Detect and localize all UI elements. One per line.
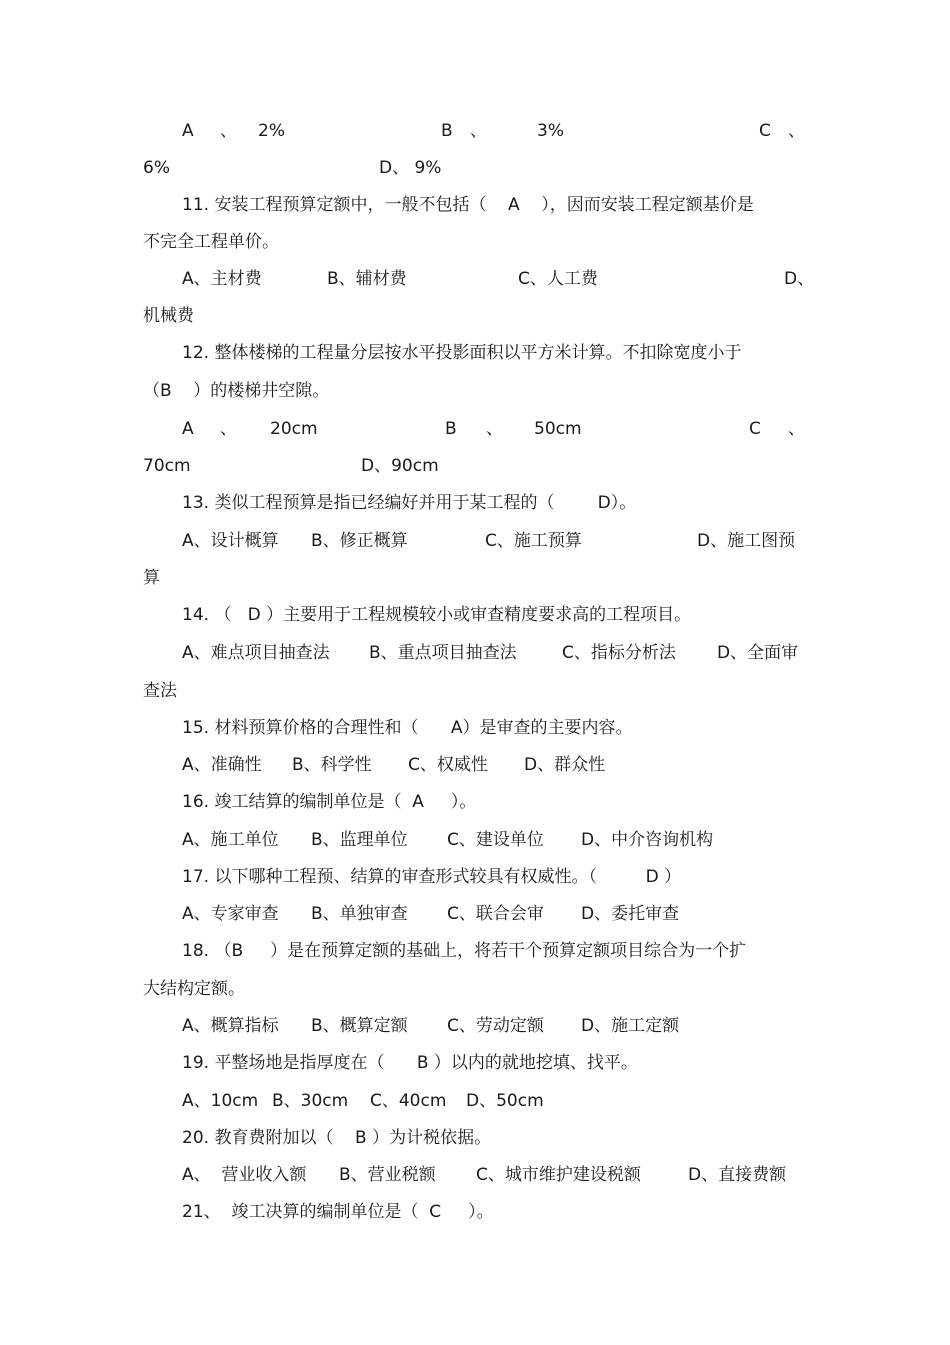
option-c: C、城市维护建设税额 (476, 1165, 641, 1185)
option-c-sep: 、 (788, 121, 805, 141)
option-a: A、准确性 (182, 755, 262, 775)
option-c: C、联合会审 (447, 904, 544, 924)
option-b: B、30cm (272, 1091, 349, 1111)
option-b-letter: B (441, 121, 453, 141)
option-b: B、单独审查 (311, 904, 408, 924)
option-c: C、40cm (370, 1091, 447, 1111)
option-c: C、施工预算 (485, 531, 582, 551)
option-a: A、专家审查 (182, 904, 279, 924)
question-11-stem: 11. 安装工程预算定额中，一般不包括（ A ），因而安装工程定额基价是 (182, 195, 754, 215)
option-a: A、概算指标 (182, 1016, 279, 1036)
option-a: A、 营业收入额 (182, 1165, 307, 1185)
question-14-stem: 14. （ D ）主要用于工程规模较小或审查精度要求高的工程项目。 (182, 605, 692, 625)
question-16-stem: 16. 竣工结算的编制单位是（ A ）。 (182, 792, 477, 812)
option-c: C、建设单位 (447, 830, 544, 850)
option-d: D、50cm (466, 1091, 544, 1111)
option-c: C、人工费 (518, 269, 598, 289)
option-c: C、权威性 (408, 755, 488, 775)
option-b-value: 50cm (534, 419, 582, 439)
option-c-letter: C (749, 419, 761, 439)
option-b: B、概算定额 (311, 1016, 408, 1036)
option-d: D、 (784, 269, 815, 289)
question-12-stem-cont: （B ）的楼梯井空隙。 (143, 381, 330, 401)
option-d: D、群众性 (524, 755, 606, 775)
option-c-value: 70cm (143, 456, 191, 476)
option-a-sep: 、 (220, 121, 237, 141)
option-b-letter: B (445, 419, 457, 439)
option-a: A、10cm (182, 1091, 259, 1111)
option-d: D、 9% (379, 158, 442, 178)
option-a: A、主材费 (182, 269, 262, 289)
question-18-stem: 18. （B ）是在预算定额的基础上，将若干个预算定额项目综合为一个扩 (182, 941, 747, 961)
option-d: D、直接费额 (688, 1165, 787, 1185)
option-c: C、指标分析法 (562, 643, 676, 663)
option-b-value: 3% (537, 121, 564, 141)
question-12-stem: 12. 整体楼梯的工程量分层按水平投影面积以平方米计算。不扣除宽度小于 (182, 343, 742, 363)
option-a-letter: A (182, 419, 194, 439)
option-d: D、中介咨询机构 (581, 830, 714, 850)
question-11-stem-cont: 不完全工程单价。 (143, 232, 279, 252)
option-c-value: 6% (143, 158, 170, 178)
question-13-option-d-cont: 算 (143, 568, 160, 588)
question-15-stem: 15. 材料预算价格的合理性和（ A）是审查的主要内容。 (182, 718, 633, 738)
question-11-option-d-cont: 机械费 (143, 306, 194, 326)
question-18-stem-cont: 大结构定额。 (143, 979, 245, 999)
option-a-value: 2% (258, 121, 285, 141)
option-a-value: 20cm (270, 419, 318, 439)
option-c-sep: 、 (788, 419, 805, 439)
option-b: B、重点项目抽查法 (369, 643, 517, 663)
question-21-stem: 21、 竣工决算的编制单位是（ C ）。 (182, 1202, 494, 1222)
option-c: C、劳动定额 (447, 1016, 544, 1036)
question-20-stem: 20. 教育费附加以（ B ）为计税依据。 (182, 1128, 492, 1148)
question-14-option-d-cont: 查法 (143, 681, 177, 701)
option-b-sep: 、 (470, 121, 487, 141)
option-a-sep: 、 (220, 419, 237, 439)
option-a: A、设计概算 (182, 531, 279, 551)
option-a: A、施工单位 (182, 830, 279, 850)
option-b: B、监理单位 (311, 830, 408, 850)
option-d: D、全面审 (717, 643, 799, 663)
option-b: B、营业税额 (339, 1165, 436, 1185)
question-13-stem: 13. 类似工程预算是指已经编好并用于某工程的（ D）。 (182, 493, 637, 513)
option-b: B、科学性 (292, 755, 372, 775)
option-b: B、辅材费 (327, 269, 407, 289)
question-19-stem: 19. 平整场地是指厚度在（ B ）以内的就地挖填、找平。 (182, 1053, 638, 1073)
option-c-letter: C (759, 121, 771, 141)
option-a: A、难点项目抽查法 (182, 643, 330, 663)
option-b-sep: 、 (486, 419, 503, 439)
option-b: B、修正概算 (311, 531, 408, 551)
option-d: D、施工定额 (581, 1016, 680, 1036)
option-d: D、90cm (361, 456, 439, 476)
question-17-stem: 17. 以下哪种工程预、结算的审查形式较具有权威性。（ D ） (182, 867, 682, 887)
option-d: D、委托审查 (581, 904, 680, 924)
option-d: D、施工图预 (697, 531, 796, 551)
option-a-letter: A (182, 121, 194, 141)
